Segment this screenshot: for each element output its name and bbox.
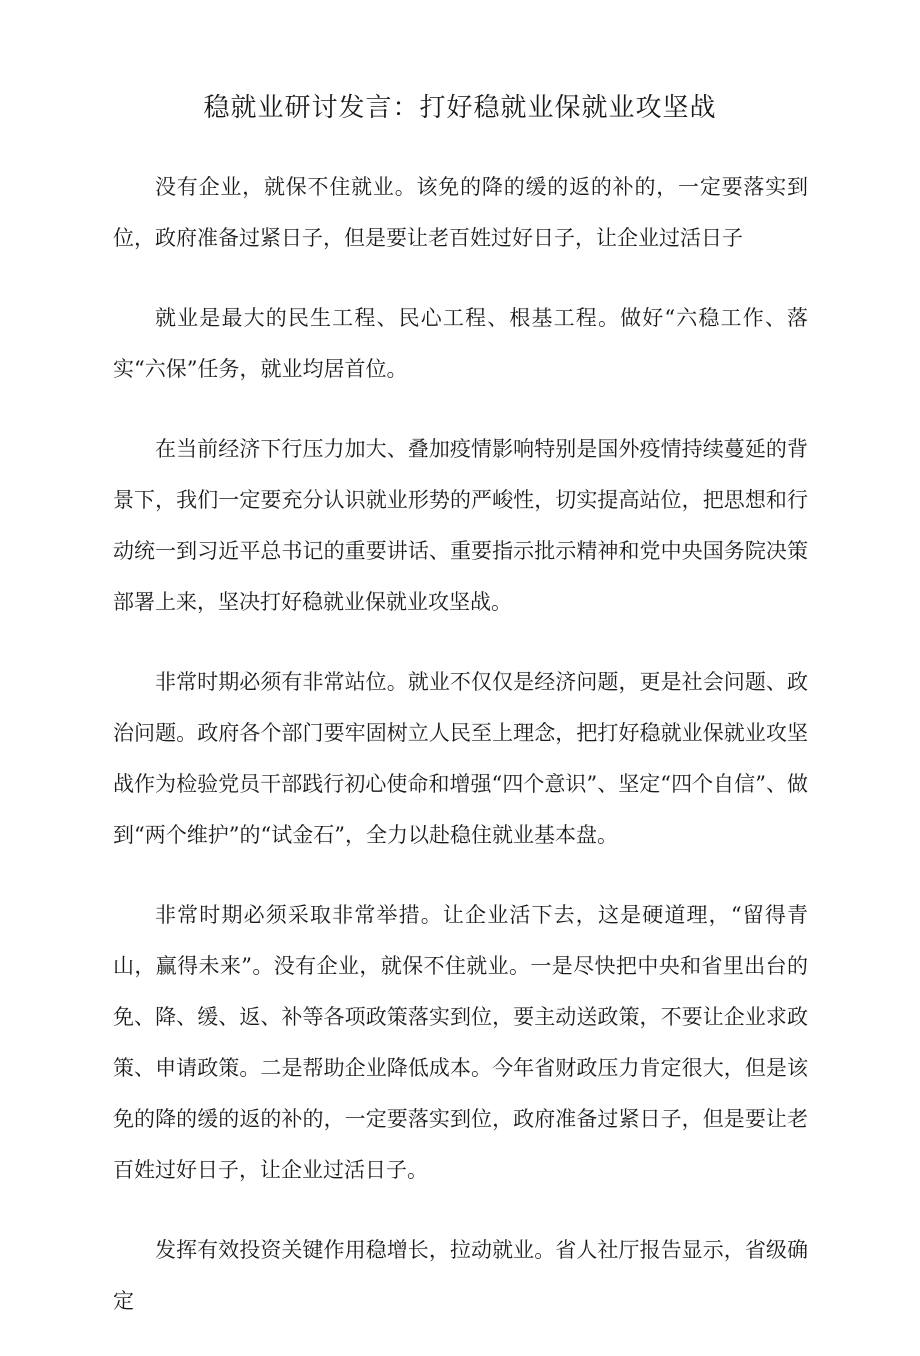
paragraph-2: 就业是最大的民生工程、民心工程、根基工程。做好“六稳工作、落实“六保”任务，就业均居首位。 bbox=[113, 306, 808, 381]
paragraph-1: 没有企业，就保不住就业。该免的降的缓的返的补的，一定要落实到位，政府准备过紧日子，但是要让老百姓过好日子，让企业过活日子 bbox=[113, 175, 808, 250]
paragraph-3: 在当前经济下行压力加大、叠加疫情影响特别是国外疫情持续蔓延的背景下，我们一定要充分认识就业形势的严峻性，切实提高站位，把思想和行动统一到习近平总书记的重要讲话、重要指示批示精神和党中央国务院决策部署上来，坚决打好稳就业保就业攻坚战。 bbox=[113, 437, 808, 614]
paragraph-4: 非常时期必须有非常站位。就业不仅仅是经济问题，更是社会问题、政治问题。政府各个部门要牢固树立人民至上理念，把打好稳就业保就业攻坚战作为检验党员干部践行初心使命和增强“四个意识”、坚定“四个自信”、做到“两个维护”的“试金石”，全力以赴稳住就业基本盘。 bbox=[113, 670, 808, 847]
paragraph-5: 非常时期必须采取非常举措。让企业活下去，这是硬道理，“留得青山，赢得未来”。没有企业，就保不住就业。一是尽快把中央和省里出台的免、降、缓、返、补等各项政策落实到位，要主动送政策，不要让企业求政策、申请政策。二是帮助企业降低成本。今年省财政压力肯定很大，但是该免的降的缓的返的补的，一定要落实到位，政府准备过紧日子，但是要让老百姓过好日子，让企业过活日子。 bbox=[113, 903, 808, 1182]
document-body bbox=[113, 162, 808, 1356]
paragraph-6: 发挥有效投资关键作用稳增长，拉动就业。省人社厅报告显示，省级确定 bbox=[113, 1238, 808, 1313]
document-title: 稳就业研讨发言：打好稳就业保就业攻坚战 bbox=[203, 93, 717, 123]
